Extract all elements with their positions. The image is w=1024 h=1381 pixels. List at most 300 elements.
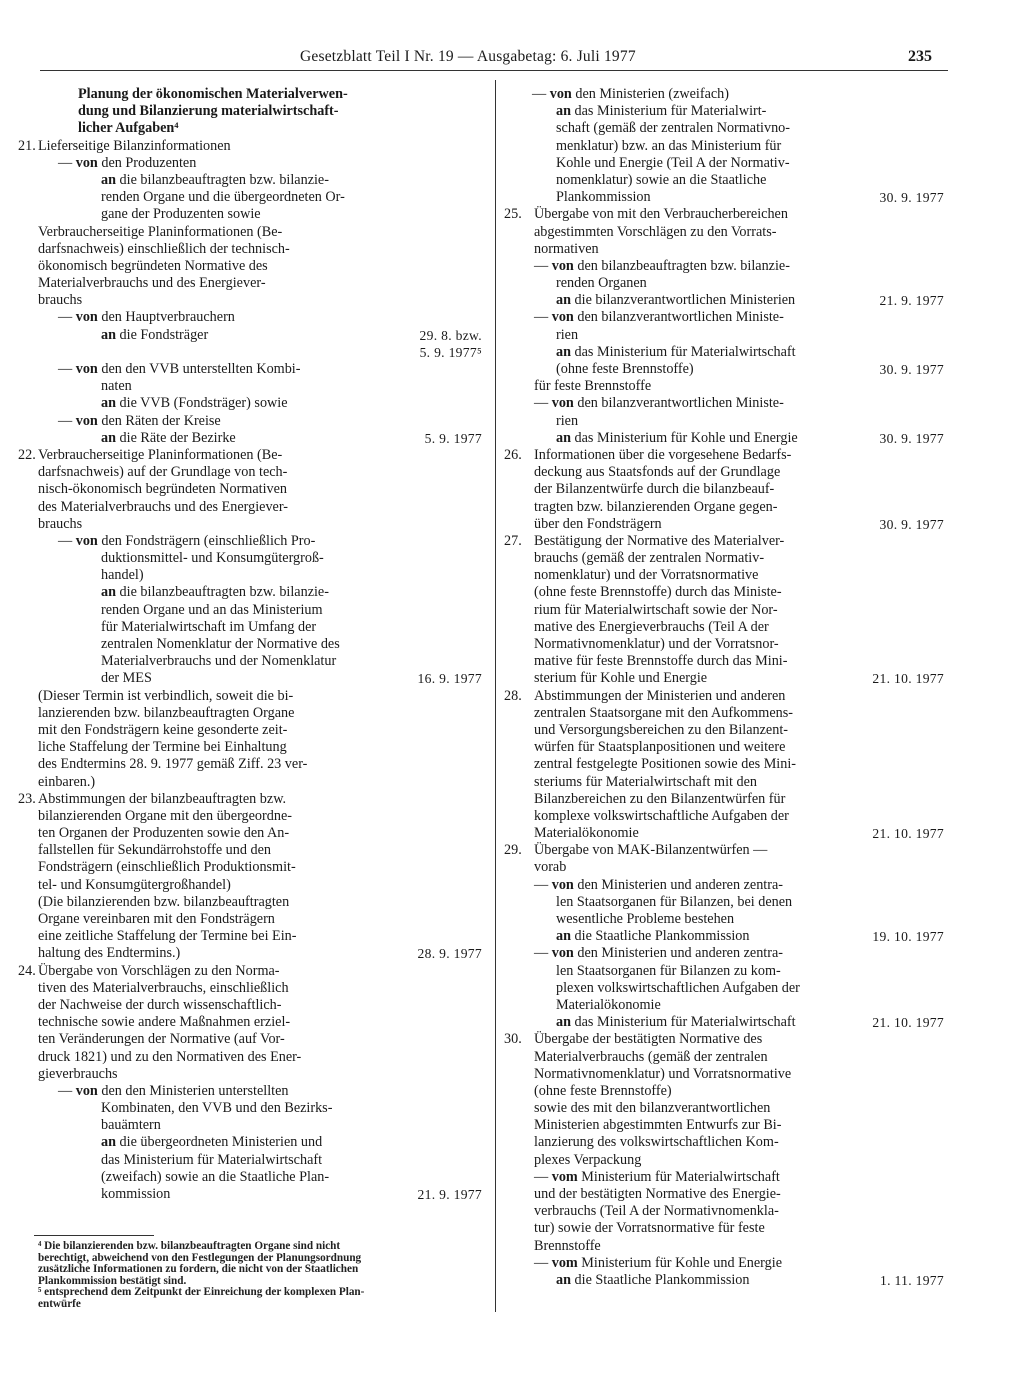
line-text: bauämtern bbox=[101, 1117, 161, 1134]
text-line bbox=[504, 206, 944, 223]
line-text: (Dieser Termin ist verbindlich, soweit die bi- bbox=[38, 687, 294, 704]
text-line bbox=[18, 945, 488, 962]
line-text: brauchs bbox=[38, 292, 83, 309]
line-text: (ohne feste Brennstoffe) bbox=[556, 361, 694, 377]
text-line bbox=[18, 361, 488, 378]
line-text: Kohle und Energie (Teil A der Normativ- bbox=[556, 154, 790, 171]
line-text: gieverbrauchs bbox=[38, 1065, 118, 1082]
line-text: nomenklatur) sowie an die Staatliche bbox=[556, 171, 767, 188]
text-line bbox=[504, 688, 944, 705]
line-text: Informationen über die vorgesehene Bedarfs- bbox=[534, 446, 792, 463]
text-line bbox=[18, 499, 488, 516]
text-line bbox=[18, 258, 488, 275]
line-text: an das Ministerium für Materialwirtschaft bbox=[556, 1014, 796, 1031]
text-line bbox=[18, 1117, 488, 1134]
line-text: lanzierenden bzw. bilanzbeauftragten Organe bbox=[38, 704, 295, 721]
item-number: 26. bbox=[504, 446, 522, 463]
line-text: über den Fondsträgern bbox=[534, 515, 662, 532]
text-line bbox=[18, 1152, 488, 1169]
line-text: steriums für Materialwirtschaft mit den bbox=[534, 773, 757, 790]
line-text: an die übergeordneten Ministerien und bbox=[101, 1134, 323, 1151]
text-line bbox=[18, 928, 488, 945]
line-text: Übergabe der bestätigten Normative des bbox=[534, 1031, 763, 1048]
text-line bbox=[18, 997, 488, 1014]
line-text: Materialverbrauchs und des Energiever- bbox=[38, 275, 266, 292]
text-line bbox=[504, 911, 944, 928]
text-line bbox=[504, 1031, 944, 1048]
section-heading: Planung der ökonomischen Materialverwen- bbox=[78, 86, 348, 102]
text-line bbox=[504, 808, 944, 825]
line-text: (Die bilanzierenden bzw. bilanzbeauftragten bbox=[38, 893, 290, 910]
text-line bbox=[18, 447, 488, 464]
deadline-date: 28. 9. 1977 bbox=[417, 946, 482, 962]
line-text: duktionsmittel- und Konsumgütergroß- bbox=[101, 550, 324, 567]
line-text: für Materialwirtschaft im Umfang der bbox=[101, 618, 317, 635]
line-text: an die bilanzbeauftragten bzw. bilanzie- bbox=[101, 584, 329, 601]
line-text: — von den den VVB unterstellten Kombi- bbox=[58, 361, 301, 377]
text-line bbox=[18, 774, 488, 791]
deadline-date: 29. 8. bzw. bbox=[419, 327, 482, 343]
line-text: ten Veränderungen der Normative (auf Vor- bbox=[38, 1031, 285, 1048]
text-line bbox=[504, 945, 944, 962]
text-line bbox=[18, 533, 488, 550]
line-text: Plankommission bbox=[556, 189, 651, 206]
line-text: — von den bilanzbeauftragten bzw. bilanzie- bbox=[534, 257, 790, 274]
line-text: nomenklatur) und der Vorratsnormative bbox=[534, 567, 759, 584]
line-text: brauchs (gemäß der zentralen Normativ- bbox=[534, 550, 765, 567]
text-line bbox=[504, 1066, 944, 1083]
line-text: (zweifach) sowie an die Staatliche Plan- bbox=[101, 1168, 330, 1185]
item-number: 25. bbox=[504, 206, 522, 223]
line-text: der Nachweise der durch wissenschaftlich- bbox=[38, 996, 282, 1013]
deadline-date: 19. 10. 1977 bbox=[872, 929, 944, 945]
text-line bbox=[504, 258, 944, 275]
footnote-line: entwürfe bbox=[38, 1297, 81, 1310]
text-line bbox=[504, 1203, 944, 1220]
line-text: an die Fondsträger bbox=[101, 326, 209, 343]
line-text: Lieferseitige Bilanzinformationen bbox=[38, 137, 231, 154]
line-text: mative für feste Brennstoffe durch das Mini- bbox=[534, 653, 788, 670]
line-text: zentral festgelegte Positionen sowie des Mini- bbox=[534, 756, 797, 773]
line-text: eine zeitliche Staffelung der Termine bei Ein- bbox=[38, 928, 297, 945]
text-line bbox=[504, 103, 944, 120]
text-line bbox=[18, 825, 488, 842]
line-text: — von den bilanzverantwortlichen Ministe- bbox=[534, 395, 784, 412]
line-text: — von den Ministerien (zweifach) bbox=[532, 86, 729, 102]
left-column bbox=[18, 86, 488, 1203]
footnote-line: berechtigt, abweichend von den Festlegungen der Planungsordnung bbox=[38, 1251, 362, 1264]
line-text: tur) sowie der Vorratsnormative für feste bbox=[534, 1220, 765, 1237]
text-line bbox=[504, 756, 944, 773]
line-text: Materialökonomie bbox=[556, 996, 661, 1013]
deadline-date: 30. 9. 1977 bbox=[879, 516, 944, 532]
text-line bbox=[18, 550, 488, 567]
line-text: ten Organen der Produzenten sowie den An- bbox=[38, 825, 290, 842]
text-line bbox=[504, 309, 944, 326]
text-line bbox=[504, 533, 944, 550]
line-text: deckung aus Staatsfonds auf der Grundlage bbox=[534, 464, 781, 481]
text-line bbox=[504, 464, 944, 481]
footnote-line: Plankommission bestätigt sind. bbox=[38, 1274, 187, 1287]
text-line bbox=[504, 481, 944, 498]
text-line bbox=[504, 1117, 944, 1134]
line-text: an das Ministerium für Materialwirt- bbox=[556, 103, 767, 120]
line-text: — von den Räten der Kreise bbox=[58, 412, 221, 429]
text-line bbox=[18, 138, 488, 155]
deadline-date: 21. 10. 1977 bbox=[872, 826, 944, 842]
text-line bbox=[504, 361, 944, 378]
text-line bbox=[18, 155, 488, 172]
text-line bbox=[18, 859, 488, 876]
text-line bbox=[504, 138, 944, 155]
line-text: Bilanzbereichen zu den Bilanzentwürfen für bbox=[534, 790, 786, 807]
text-line bbox=[504, 378, 944, 395]
section-heading: licher Aufgaben⁴ bbox=[78, 120, 179, 137]
line-text: verbrauchs (Teil A der Normativnomenkla- bbox=[534, 1203, 779, 1220]
text-line bbox=[18, 1169, 488, 1186]
text-line bbox=[504, 877, 944, 894]
text-line bbox=[18, 103, 488, 120]
line-text: Übergabe von Vorschlägen zu den Norma- bbox=[38, 962, 280, 979]
line-text: fallstellen für Sekundärrohstoffe und den bbox=[38, 842, 271, 859]
text-line bbox=[18, 602, 488, 619]
text-line bbox=[18, 120, 488, 137]
deadline-date: 21. 10. 1977 bbox=[872, 1015, 944, 1031]
text-line bbox=[18, 877, 488, 894]
text-line bbox=[504, 722, 944, 739]
text-line bbox=[18, 980, 488, 997]
line-text: liche Staffelung der Termine bei Einhaltung bbox=[38, 739, 287, 756]
line-text: an die VVB (Fondsträger) sowie bbox=[101, 395, 288, 412]
line-text: — von den Ministerien und anderen zentra- bbox=[534, 945, 783, 962]
line-text: renden Organe und die übergeordneten Or- bbox=[101, 189, 345, 206]
line-text: des Endtermins 28. 9. 1977 gemäß Ziff. 23 ver- bbox=[38, 756, 308, 773]
text-line bbox=[504, 189, 944, 206]
text-line bbox=[18, 189, 488, 206]
deadline-date: 30. 9. 1977 bbox=[879, 430, 944, 446]
line-text: — von den Fondsträgern (einschließlich Pro- bbox=[58, 532, 316, 549]
line-text: (ohne feste Brennstoffe) durch das Ministe- bbox=[534, 584, 782, 601]
line-text: Kombinaten, den VVB und den Bezirks- bbox=[101, 1100, 333, 1117]
text-line bbox=[504, 1220, 944, 1237]
text-line bbox=[504, 1169, 944, 1186]
text-line bbox=[504, 1255, 944, 1272]
text-line bbox=[504, 894, 944, 911]
line-text: und Versorgungsbereichen zu den Bilanzent- bbox=[534, 721, 788, 738]
text-line bbox=[504, 1100, 944, 1117]
text-line bbox=[18, 395, 488, 412]
text-line bbox=[18, 344, 488, 361]
line-text: Organe vereinbaren mit den Fondsträgern bbox=[38, 911, 275, 927]
line-text: — von den bilanzverantwortlichen Ministe- bbox=[534, 309, 784, 326]
text-line bbox=[18, 481, 488, 498]
line-text: brauchs bbox=[38, 515, 83, 532]
text-line bbox=[504, 395, 944, 412]
line-text: rien bbox=[556, 412, 579, 429]
line-text: Abstimmungen der bilanzbeauftragten bzw. bbox=[38, 790, 287, 807]
line-text: lanzierung des volkswirtschaftlichen Kom- bbox=[534, 1134, 779, 1151]
text-line bbox=[18, 670, 488, 687]
text-line bbox=[504, 155, 944, 172]
text-line bbox=[18, 894, 488, 911]
line-text: Materialverbrauchs und der Nomenklatur bbox=[101, 653, 337, 670]
text-line bbox=[504, 430, 944, 447]
line-text: Bestätigung der Normative des Materialver- bbox=[534, 532, 785, 549]
text-line bbox=[504, 447, 944, 464]
text-line bbox=[18, 739, 488, 756]
line-text: zentralen Nomenklatur der Normative des bbox=[101, 636, 340, 652]
line-text: Übergabe von mit den Verbraucherbereichen bbox=[534, 206, 788, 223]
running-header: Gesetzblatt Teil I Nr. 19 — Ausgabetag: 6. Juli 1977 bbox=[300, 48, 636, 65]
line-text: (ohne feste Brennstoffe) bbox=[534, 1082, 672, 1099]
line-text: an die bilanzverantwortlichen Ministerien bbox=[556, 292, 796, 309]
item-number: 21. bbox=[18, 137, 36, 154]
text-line bbox=[504, 1014, 944, 1031]
line-text: naten bbox=[101, 378, 132, 395]
line-text: an die Räte der Bezirke bbox=[101, 429, 236, 446]
line-text: Brennstoffe bbox=[534, 1237, 601, 1254]
line-text: Ministerien abgestimmten Entwurfs zur Bi- bbox=[534, 1117, 782, 1134]
line-text: schaft (gemäß der zentralen Normativno- bbox=[556, 120, 790, 137]
text-line bbox=[504, 825, 944, 842]
line-text: tiven des Materialverbrauchs, einschließlich bbox=[38, 979, 289, 996]
line-text: nisch-ökonomisch begründeten Normativen bbox=[38, 481, 288, 498]
line-text: haltung des Endtermins.) bbox=[38, 945, 181, 962]
text-line bbox=[18, 911, 488, 928]
line-text: an das Ministerium für Kohle und Energie bbox=[556, 429, 798, 446]
line-text: druck 1821) und zu den Normativen des Ener- bbox=[38, 1048, 302, 1065]
text-line bbox=[504, 292, 944, 309]
text-line bbox=[18, 206, 488, 223]
text-line bbox=[504, 516, 944, 533]
line-text: — von den den Ministerien unterstellten bbox=[58, 1082, 289, 1099]
line-text: sowie des mit den bilanzverantwortlichen bbox=[534, 1100, 771, 1117]
text-line bbox=[504, 980, 944, 997]
deadline-date: 1. 11. 1977 bbox=[880, 1272, 944, 1288]
line-text: technische sowie andere Maßnahmen erziel- bbox=[38, 1014, 291, 1031]
text-line bbox=[18, 224, 488, 241]
text-line bbox=[504, 327, 944, 344]
text-line bbox=[504, 120, 944, 137]
text-line bbox=[18, 1031, 488, 1048]
item-number: 23. bbox=[18, 790, 36, 807]
text-line bbox=[504, 653, 944, 670]
line-text: — vom Ministerium für Kohle und Energie bbox=[534, 1254, 782, 1271]
line-text: — vom Ministerium für Materialwirtschaft bbox=[534, 1168, 780, 1185]
item-number: 22. bbox=[18, 446, 36, 463]
section-heading: dung und Bilanzierung materialwirtschaft- bbox=[78, 103, 339, 120]
item-number: 30. bbox=[504, 1031, 522, 1048]
line-text: len Staatsorganen für Bilanzen zu kom- bbox=[556, 962, 781, 979]
line-text: der MES bbox=[101, 670, 152, 687]
text-line bbox=[18, 309, 488, 326]
line-text: tragten bzw. bilanzierenden Organe gegen- bbox=[534, 498, 778, 515]
item-number: 27. bbox=[504, 532, 522, 549]
text-line bbox=[18, 619, 488, 636]
line-text: Normativnomenklatur) und Vorratsnormative bbox=[534, 1065, 792, 1082]
line-text: tel- und Konsumgütergroßhandel) bbox=[38, 876, 231, 893]
text-line bbox=[18, 292, 488, 309]
line-text: Materialverbrauchs (gemäß der zentralen bbox=[534, 1048, 768, 1065]
text-line bbox=[18, 791, 488, 808]
text-line bbox=[504, 791, 944, 808]
text-line bbox=[504, 550, 944, 567]
text-line bbox=[504, 241, 944, 258]
line-text: für feste Brennstoffe bbox=[534, 378, 652, 395]
text-line bbox=[504, 1272, 944, 1289]
line-text: Verbraucherseitige Planinformationen (Be- bbox=[38, 223, 283, 240]
line-text: das Ministerium für Materialwirtschaft bbox=[101, 1151, 323, 1168]
line-text: darfsnachweis) auf der Grundlage von tech- bbox=[38, 464, 288, 481]
line-text: des Materialverbrauchs und des Energiever- bbox=[38, 498, 288, 515]
text-line bbox=[504, 1238, 944, 1255]
item-number: 28. bbox=[504, 687, 522, 704]
line-text: an die bilanzbeauftragten bzw. bilanzie- bbox=[101, 171, 329, 188]
text-line bbox=[18, 1134, 488, 1151]
text-line bbox=[504, 1083, 944, 1100]
deadline-date: 5. 9. 1977 bbox=[424, 430, 482, 446]
deadline-date: 21. 10. 1977 bbox=[872, 671, 944, 687]
text-line bbox=[18, 1014, 488, 1031]
line-text: und der bestätigten Normative des Energie- bbox=[534, 1186, 781, 1202]
line-text: an die Staatliche Plankommission bbox=[556, 928, 750, 945]
right-column bbox=[504, 86, 944, 1289]
line-text: plexes Verpackung bbox=[534, 1151, 642, 1168]
text-line bbox=[504, 928, 944, 945]
line-text: rium für Materialwirtschaft sowie der Nor- bbox=[534, 601, 778, 618]
text-line bbox=[504, 413, 944, 430]
text-line bbox=[504, 1049, 944, 1066]
line-text: Normativnomenklatur) und der Vorratsnor- bbox=[534, 636, 779, 652]
text-line bbox=[504, 619, 944, 636]
deadline-date: 5. 9. 1977⁵ bbox=[419, 344, 482, 360]
text-line bbox=[18, 567, 488, 584]
text-line bbox=[18, 808, 488, 825]
text-line bbox=[18, 413, 488, 430]
text-line bbox=[504, 670, 944, 687]
header-rule bbox=[40, 70, 948, 71]
line-text: abgestimmten Vorschlägen zu den Vorrats- bbox=[534, 223, 777, 240]
line-text: an die Staatliche Plankommission bbox=[556, 1271, 750, 1288]
line-text: — von den Hauptverbrauchern bbox=[58, 309, 235, 326]
footnote-line: ⁴ Die bilanzierenden bzw. bilanzbeauftragten Organe sind nicht bbox=[38, 1240, 341, 1252]
deadline-date: 21. 9. 1977 bbox=[417, 1187, 482, 1202]
line-text: darfsnachweis) einschließlich der technisch- bbox=[38, 240, 290, 257]
text-line bbox=[18, 172, 488, 189]
line-text: bilanzierenden Organe mit den übergeordne- bbox=[38, 807, 292, 824]
line-text: — von den Ministerien und anderen zentra- bbox=[534, 876, 783, 893]
item-number: 24. bbox=[18, 962, 36, 979]
line-text: normativen bbox=[534, 240, 599, 257]
footnote-line: zusätzliche Informationen zu fordern, die nicht von der Staatlichen bbox=[38, 1263, 359, 1275]
line-text: zentralen Staatsorgane mit den Aufkommens- bbox=[534, 704, 793, 721]
line-text: Fondsträgern (einschließlich Produktionsmit- bbox=[38, 859, 296, 876]
deadline-date: 30. 9. 1977 bbox=[879, 362, 944, 377]
text-line bbox=[504, 859, 944, 876]
item-number: 29. bbox=[504, 842, 522, 859]
line-text: der Bilanzentwürfe durch die bilanzbeauf- bbox=[534, 481, 775, 498]
line-text: plexen volkswirtschaftlichen Aufgaben der bbox=[556, 979, 800, 996]
text-line bbox=[18, 1083, 488, 1100]
line-text: vorab bbox=[534, 859, 567, 876]
text-line bbox=[18, 86, 488, 103]
text-line bbox=[504, 584, 944, 601]
text-line bbox=[504, 567, 944, 584]
footnote-line: ⁵ entsprechend dem Zeitpunkt der Einreichung der komplexen Plan- bbox=[38, 1286, 365, 1298]
text-line bbox=[18, 963, 488, 980]
text-line bbox=[18, 378, 488, 395]
text-line bbox=[18, 653, 488, 670]
text-line bbox=[18, 584, 488, 601]
line-text: len Staatsorganen für Bilanzen, bei denen bbox=[556, 893, 793, 910]
text-line bbox=[504, 344, 944, 361]
line-text: einbaren.) bbox=[38, 773, 96, 790]
text-line bbox=[504, 636, 944, 653]
text-line bbox=[18, 705, 488, 722]
text-line bbox=[18, 722, 488, 739]
line-text: an das Ministerium für Materialwirtschaft bbox=[556, 343, 796, 360]
line-text: würfen für Staatsplanpositionen und weitere bbox=[534, 739, 786, 756]
line-text: wesentliche Probleme bestehen bbox=[556, 911, 735, 927]
line-text: gane der Produzenten sowie bbox=[101, 206, 261, 223]
text-line bbox=[18, 1100, 488, 1117]
text-line bbox=[504, 1186, 944, 1203]
line-text: Übergabe von MAK-Bilanzentwürfen — bbox=[534, 842, 768, 859]
deadline-date: 21. 9. 1977 bbox=[879, 293, 944, 309]
line-text: menklatur) bzw. an das Ministerium für bbox=[556, 137, 782, 154]
text-line bbox=[504, 172, 944, 189]
text-line bbox=[18, 327, 488, 344]
text-line bbox=[18, 1066, 488, 1083]
text-line bbox=[18, 636, 488, 653]
text-line bbox=[18, 1049, 488, 1066]
line-text: Abstimmungen der Ministerien und anderen bbox=[534, 687, 786, 704]
line-text: ökonomisch begründeten Normative des bbox=[38, 257, 268, 274]
text-line bbox=[18, 516, 488, 533]
text-line bbox=[18, 275, 488, 292]
text-line bbox=[504, 997, 944, 1014]
footnote-rule bbox=[34, 1235, 154, 1236]
line-text: komplexe volkswirtschaftliche Aufgaben der bbox=[534, 807, 789, 824]
text-line bbox=[504, 842, 944, 859]
footnotes bbox=[38, 1241, 483, 1310]
text-line bbox=[504, 224, 944, 241]
line-text: renden Organe und an das Ministerium bbox=[101, 601, 323, 618]
text-line bbox=[504, 705, 944, 722]
line-text: — von den Produzenten bbox=[58, 154, 197, 171]
text-line bbox=[504, 602, 944, 619]
deadline-date: 16. 9. 1977 bbox=[417, 671, 482, 687]
line-text: kommission bbox=[101, 1186, 171, 1202]
text-line bbox=[504, 963, 944, 980]
text-line bbox=[504, 1152, 944, 1169]
page-number: 235 bbox=[908, 48, 932, 65]
text-line bbox=[504, 774, 944, 791]
line-text: mative des Energieverbrauchs (Teil A der bbox=[534, 618, 769, 635]
text-line bbox=[504, 739, 944, 756]
text-line bbox=[18, 756, 488, 773]
line-text: mit den Fondsträgern keine gesonderte zeit- bbox=[38, 721, 288, 738]
text-line bbox=[504, 86, 944, 103]
text-line bbox=[18, 1186, 488, 1203]
line-text: sterium für Kohle und Energie bbox=[534, 670, 708, 687]
text-line bbox=[504, 499, 944, 516]
line-text: Materialökonomie bbox=[534, 825, 639, 842]
line-text: renden Organen bbox=[556, 275, 647, 292]
text-line bbox=[504, 275, 944, 292]
text-line bbox=[18, 464, 488, 481]
text-line bbox=[18, 842, 488, 859]
